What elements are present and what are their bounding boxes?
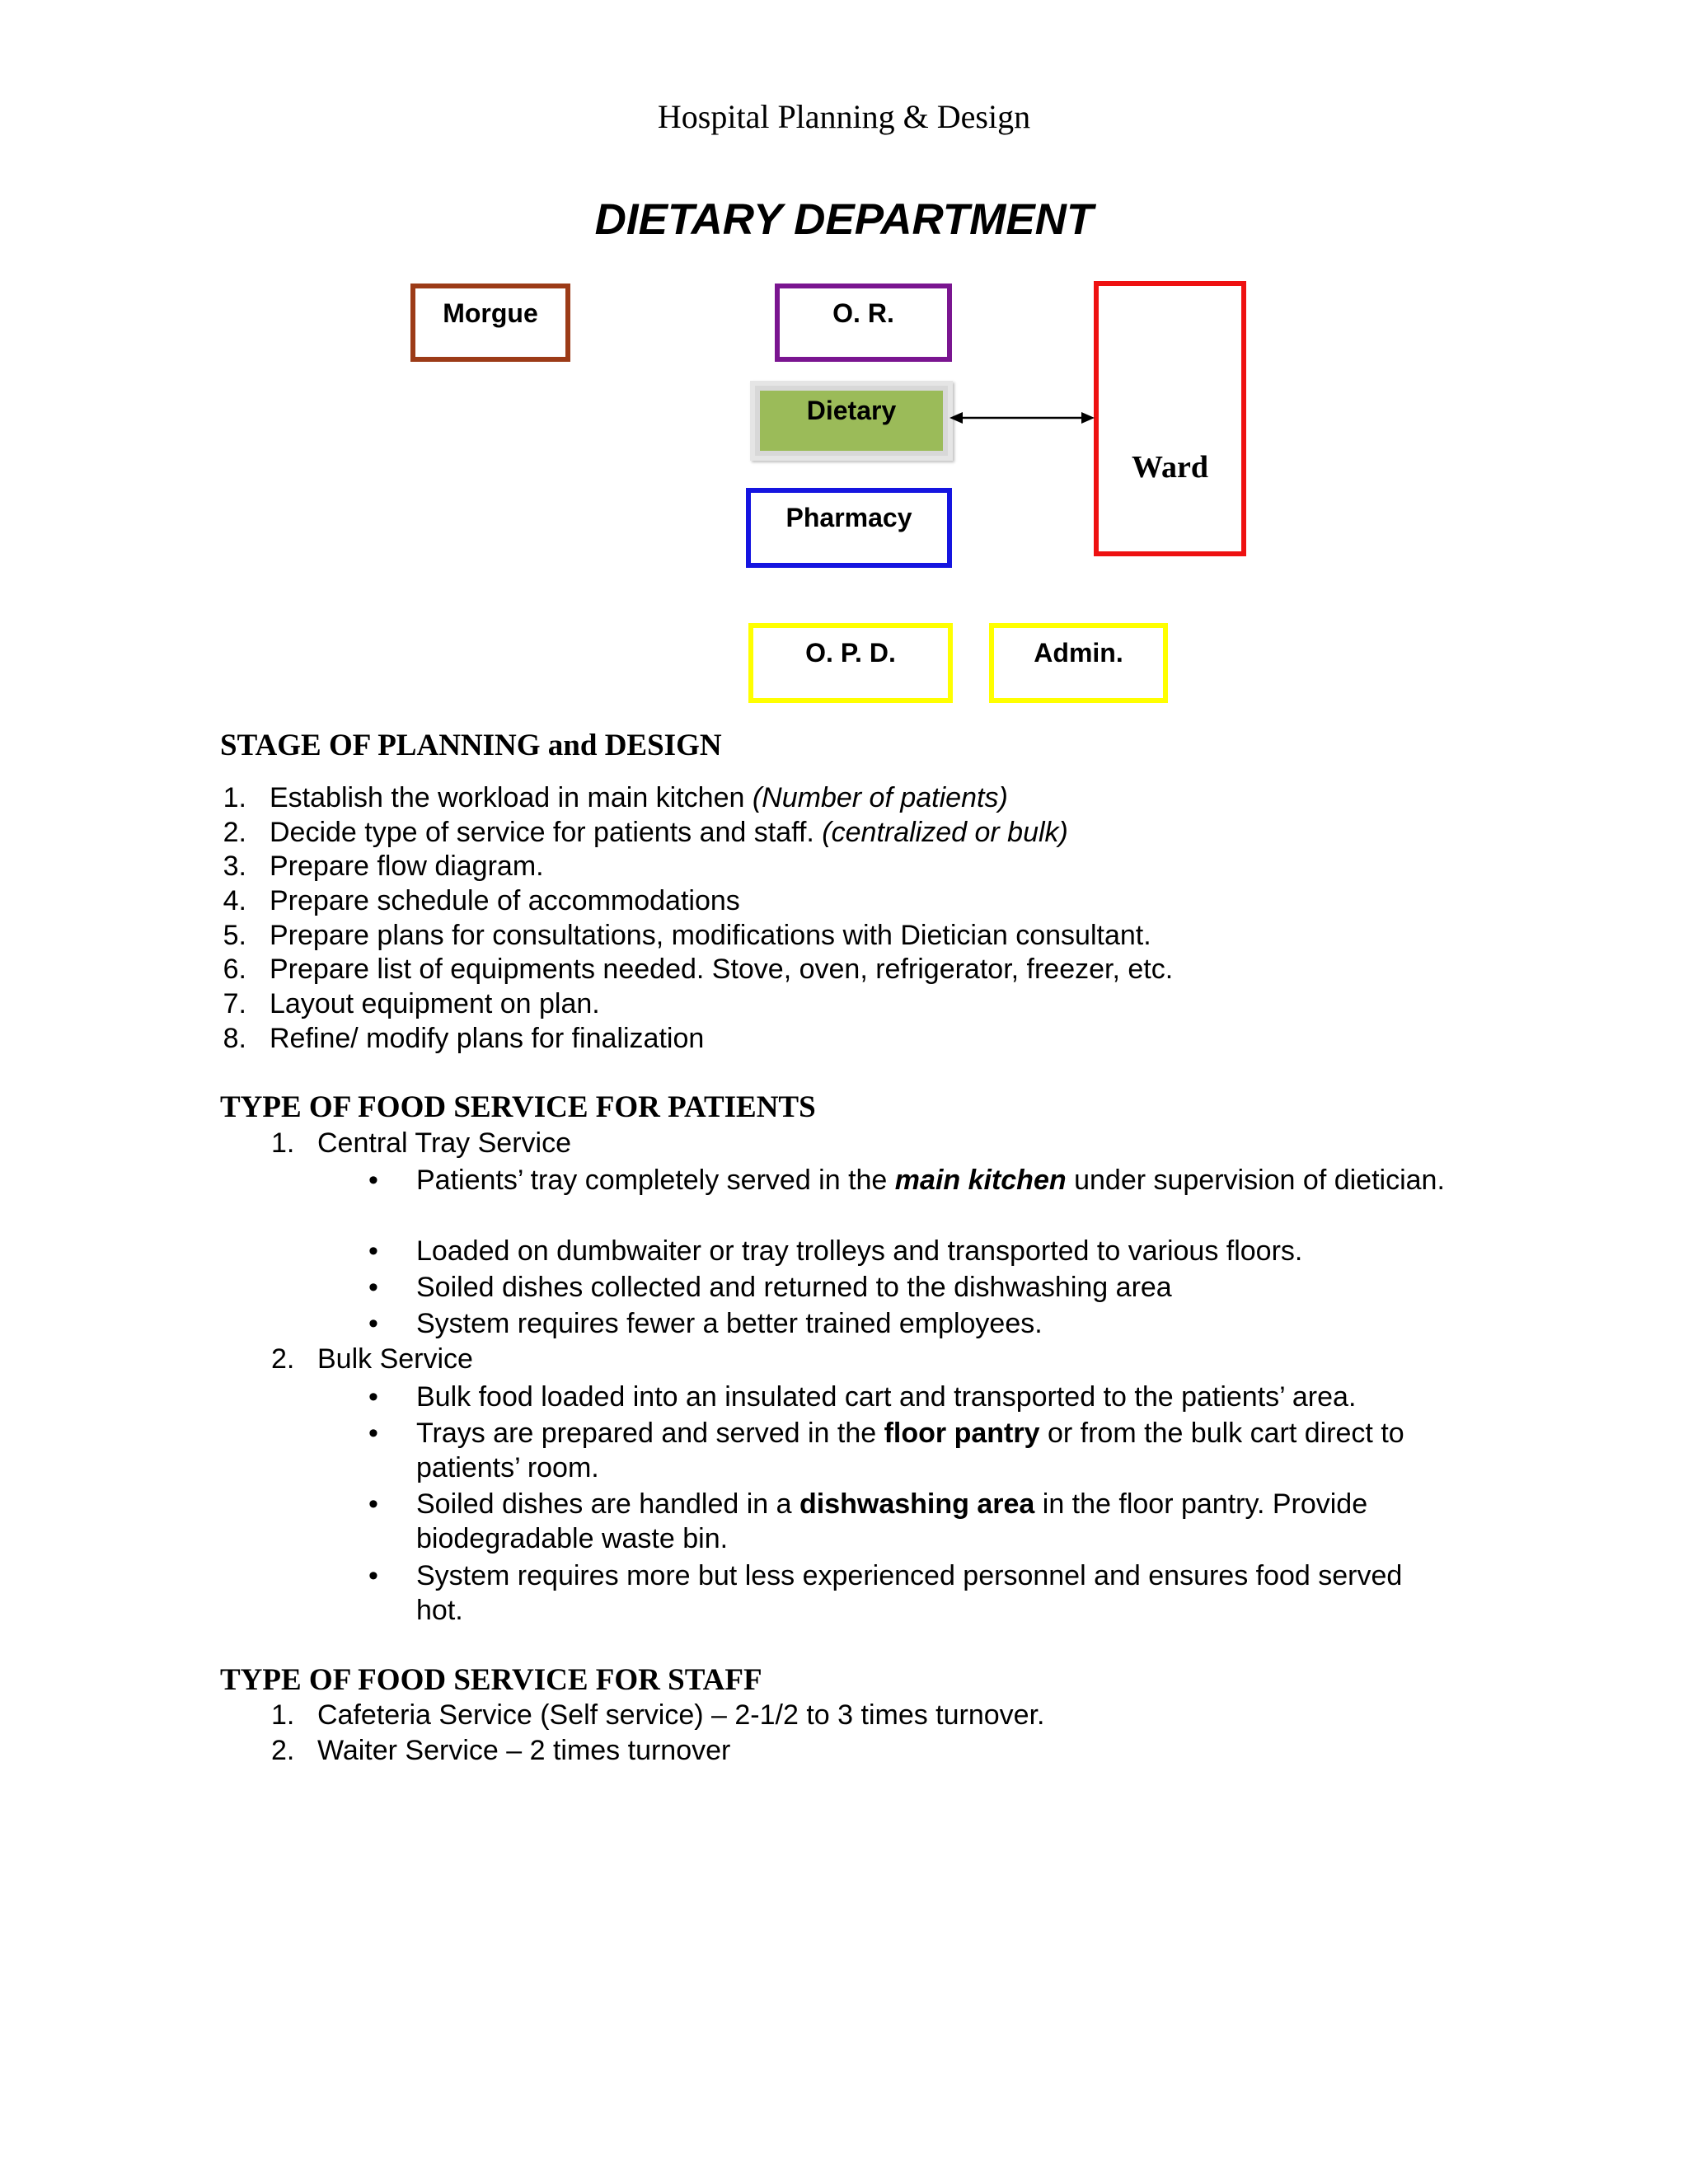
bullet-item: • Bulk food loaded into an insulated cart and transported to the patients’ area. [368, 1381, 1357, 1413]
page-title: DIETARY DEPARTMENT [594, 195, 1094, 244]
bullet-icon: • [368, 1272, 378, 1303]
bullet-item: • Soiled dishes are handled in a dishwashing area in the floor pantry. Provide biodegradable waste bin. [368, 1488, 1368, 1554]
main-kitchen-emphasis: main kitchen [894, 1165, 1067, 1196]
stage-item-number: 1. [223, 782, 246, 813]
stage-item-number: 4. [223, 885, 246, 917]
bulk-service-bullets [368, 1380, 1488, 1629]
dietary-box [750, 381, 953, 461]
bulk-service-title: Bulk Service [317, 1343, 473, 1375]
stage-item-text: Prepare schedule of accommodations [270, 885, 740, 917]
central-tray-number: 1. [271, 1127, 295, 1159]
dietary-label: Dietary [806, 396, 897, 425]
bullet-item: • Loaded on dumbwaiter or tray trolleys and transported to various floors. [368, 1235, 1303, 1267]
bullet-item: • Trays are prepared and served in the floor pantry or from the bulk cart direct to patients’ room. [368, 1418, 1404, 1483]
stage-item-text: Layout equipment on plan. [270, 988, 600, 1020]
floor-pantry-emphasis: floor pantry [884, 1418, 1040, 1449]
bullet-icon: • [368, 1488, 378, 1520]
running-header: Hospital Planning & Design [657, 98, 1031, 135]
admin-box [989, 623, 1168, 703]
opd-label: O. P. D. [805, 638, 896, 668]
bullet-item: • Soiled dishes collected and returned to the dishwashing area [368, 1272, 1172, 1303]
stage-heading: STAGE OF PLANNING and DESIGN [220, 729, 722, 762]
bullet-icon: • [368, 1381, 378, 1413]
bullet-icon: • [368, 1308, 378, 1339]
staff-item-number: 2. [271, 1735, 295, 1766]
stage-item-note: (centralized or bulk) [822, 816, 1068, 848]
bullet-item: • System requires more but less experienced personnel and ensures food served hot. [368, 1560, 1403, 1626]
stage-item-number: 7. [223, 988, 246, 1020]
stage-item-text: Refine/ modify plans for finalization [270, 1022, 705, 1054]
central-tray-bullets [368, 1163, 1488, 1343]
central-tray-title: Central Tray Service [317, 1127, 571, 1159]
admin-label: Admin. [1034, 638, 1123, 668]
stage-item-number: 2. [223, 816, 246, 848]
stage-item-number: 6. [223, 954, 246, 986]
staff-item-text: Waiter Service – 2 times turnover [317, 1735, 731, 1766]
stage-item-text: Establish the workload in main kitchen [270, 782, 753, 813]
bullet-icon: • [368, 1560, 378, 1591]
stage-item-text: Decide type of service for patients and staff. [270, 816, 823, 848]
pharmacy-label: Pharmacy [785, 503, 912, 532]
dietary-ward-double-arrow-icon [948, 408, 1096, 428]
stage-item-number: 3. [223, 851, 246, 883]
bullet-item: • System requires fewer a better trained employees. [368, 1308, 1043, 1339]
stage-item-text: Prepare flow diagram. [270, 851, 544, 883]
ward-box [1094, 281, 1246, 556]
stage-item-text: Prepare list of equipments needed. Stove, oven, refrigerator, freezer, etc. [270, 954, 1174, 986]
staff-heading: TYPE OF FOOD SERVICE FOR STAFF [220, 1663, 762, 1697]
stage-item-number: 8. [223, 1022, 246, 1054]
dishwashing-area-emphasis: dishwashing area [799, 1488, 1035, 1520]
stage-item-text: Prepare plans for consultations, modifications with Dietician consultant. [270, 919, 1151, 951]
operating-room-label: O. R. [832, 298, 894, 328]
bulk-service-number: 2. [271, 1343, 295, 1375]
staff-item-number: 1. [271, 1699, 295, 1731]
patients-heading: TYPE OF FOOD SERVICE FOR PATIENTS [220, 1090, 816, 1124]
stage-item-number: 5. [223, 919, 246, 951]
opd-box [748, 623, 953, 703]
bullet-icon: • [368, 1235, 378, 1267]
ward-label: Ward [1132, 450, 1208, 485]
pharmacy-box [746, 488, 952, 568]
staff-item-text: Cafeteria Service (Self service) – 2-1/2 to 3 times turnover. [317, 1699, 1045, 1731]
operating-room-box [775, 284, 952, 362]
bullet-icon: • [368, 1165, 378, 1196]
morgue-box [410, 284, 570, 362]
stage-item-note: (Number of patients) [752, 782, 1008, 813]
morgue-label: Morgue [443, 298, 538, 328]
bullet-item: • Patients’ tray completely served in the main kitchen under supervision of dietician. [368, 1165, 1445, 1196]
bullet-icon: • [368, 1418, 378, 1449]
